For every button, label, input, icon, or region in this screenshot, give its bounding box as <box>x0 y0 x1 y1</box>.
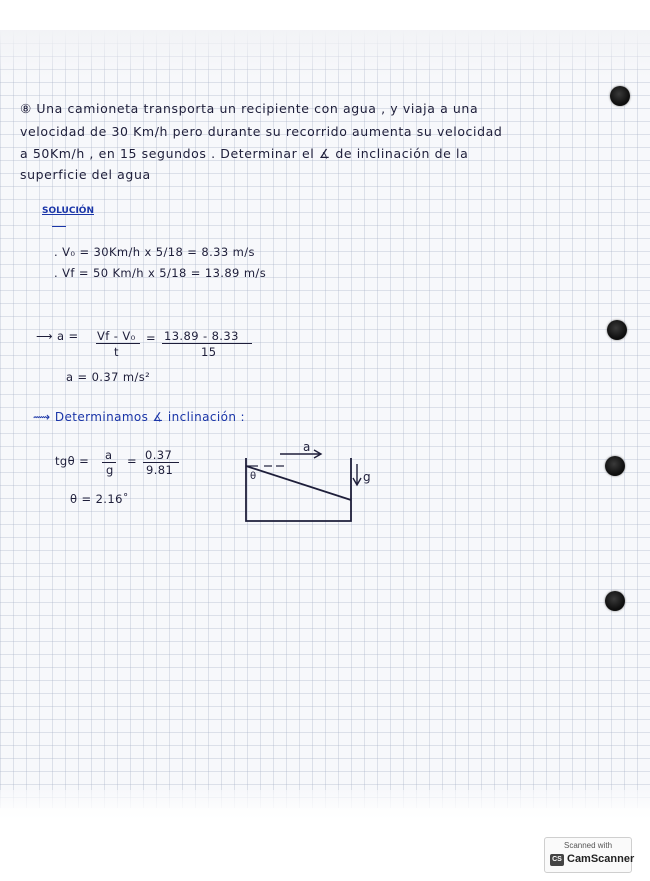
binder-hole <box>605 456 625 476</box>
tangent-numerator-symbolic: a <box>105 448 113 462</box>
acceleration-numerator-symbolic: Vf - V₀ <box>97 329 136 343</box>
diagram-label-theta: θ <box>250 471 257 482</box>
water-surface-line <box>246 466 351 500</box>
page-bottom-fade <box>0 790 650 820</box>
final-velocity-line: . Vf = 50 Km/h x 5/18 = 13.89 m/s <box>54 266 267 280</box>
tangent-numerator-value: 0.37 <box>145 448 173 462</box>
problem-line-3: a 50Km/h , en 15 segundos . Determinar el ∡ de inclinación de la <box>20 146 469 161</box>
acceleration-denominator-symbolic: t <box>114 345 119 359</box>
angle-heading: ⟿ Determinamos ∡ inclinación : <box>33 410 246 424</box>
container-outline <box>246 458 351 521</box>
binder-hole <box>607 320 627 340</box>
tilted-water-diagram <box>232 436 392 536</box>
equals-sign: = <box>146 331 157 345</box>
diagram-label-g: g <box>363 470 372 484</box>
equals-sign: = <box>127 454 138 468</box>
acceleration-prefix: ⟶ a = <box>36 329 79 343</box>
binder-hole <box>605 591 625 611</box>
tangent-denominator-symbolic: g <box>106 463 114 477</box>
solution-heading: SOLUCIÓN <box>42 206 94 216</box>
camscanner-watermark <box>544 837 635 873</box>
angle-result: θ = 2.16˚ <box>70 492 129 506</box>
fraction-bar <box>96 343 140 344</box>
camscanner-logo-icon: CS <box>550 854 564 866</box>
watermark-caption: Scanned with <box>563 841 613 850</box>
watermark-brand: CamScanner <box>567 853 635 865</box>
tangent-prefix: tgθ = <box>55 454 90 468</box>
problem-line-4: superficie del agua <box>20 167 151 182</box>
heading-underline <box>52 226 66 227</box>
initial-velocity-line: . V₀ = 30Km/h x 5/18 = 8.33 m/s <box>54 245 255 259</box>
acceleration-numerator-values: 13.89 - 8.33 <box>164 329 239 343</box>
problem-line-2: velocidad de 30 Km/h pero durante su recorrido aumenta su velocidad <box>20 124 503 139</box>
acceleration-denominator-value: 15 <box>201 345 217 359</box>
diagram-label-a: a <box>303 440 311 454</box>
fraction-bar <box>162 343 252 344</box>
binder-hole <box>610 86 630 106</box>
tangent-denominator-value: 9.81 <box>146 463 174 477</box>
page-top-band <box>0 30 650 78</box>
acceleration-result: a = 0.37 m/s² <box>66 370 151 384</box>
problem-line-1: ⑧ Una camioneta transporta un recipiente con agua , y viaja a una <box>20 101 479 116</box>
